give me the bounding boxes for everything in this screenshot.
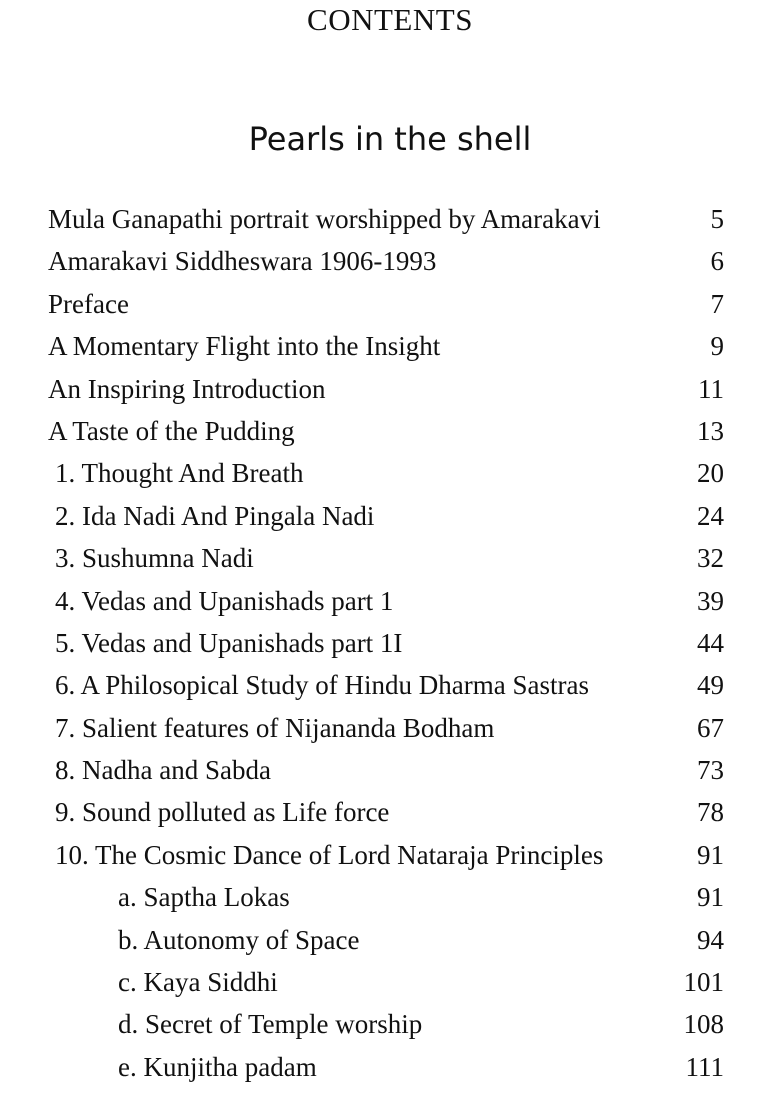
toc-chapter-entry — [0, 834, 780, 876]
toc-entry-title: 4. Vedas and Upanishads part 1 — [55, 585, 394, 616]
toc-entry-title: Preface — [48, 288, 129, 319]
toc-subsection-entry — [0, 919, 780, 961]
toc-entry-page: 20 — [697, 458, 724, 489]
toc-chapter-entry — [0, 791, 780, 833]
toc-entry-title: c. Kaya Siddhi — [118, 967, 278, 998]
toc-entry-page: 111 — [685, 1051, 724, 1082]
toc-entry-page: 7 — [710, 288, 724, 319]
toc-entry-page: 91 — [697, 839, 724, 870]
toc-entry-title: 2. Ida Nadi And Pingala Nadi — [55, 500, 375, 531]
toc-entry-page: 91 — [697, 882, 724, 913]
toc-entry — [0, 240, 780, 282]
toc-entry-page: 73 — [697, 755, 724, 786]
toc-entry-title: d. Secret of Temple worship — [118, 1009, 423, 1040]
toc-entry-title: a. Saptha Lokas — [118, 882, 290, 913]
toc-chapter-entry — [0, 622, 780, 664]
toc-entry-page: 13 — [697, 415, 724, 446]
toc-entry-page: 108 — [683, 1009, 724, 1040]
toc-entry-title: 9. Sound polluted as Life force — [55, 797, 390, 828]
toc-entry-title: 6. A Philosopical Study of Hindu Dharma Sastras — [55, 670, 589, 701]
toc-entry-page: 6 — [710, 246, 724, 277]
toc-entry-title: b. Autonomy of Space — [118, 924, 360, 955]
section-subtitle: Pearls in the shell — [248, 120, 532, 158]
toc-entry-page: 11 — [698, 373, 724, 404]
toc-chapter-entry — [0, 452, 780, 494]
toc-entry-page: 101 — [683, 967, 724, 998]
toc-entry-title: Amarakavi Siddheswara 1906-1993 — [48, 246, 437, 277]
toc-entry-title: 8. Nadha and Sabda — [55, 755, 271, 786]
toc-entry-title: 7. Salient features of Nijananda Bodham — [55, 712, 495, 743]
toc-chapter-entry — [0, 707, 780, 749]
toc-entry-title: e. Kunjitha padam — [118, 1051, 317, 1082]
toc-entry — [0, 198, 780, 240]
toc-entry-page: 39 — [697, 585, 724, 616]
toc-chapter-entry — [0, 749, 780, 791]
toc-entry-title: 1. Thought And Breath — [55, 458, 304, 489]
toc-subsection-entry — [0, 1046, 780, 1088]
toc-entry-title: 3. Sushumna Nadi — [55, 543, 254, 574]
toc-entry-page: 94 — [697, 924, 724, 955]
toc-entry-title: A Taste of the Pudding — [48, 415, 295, 446]
toc-entry — [0, 410, 780, 452]
toc-entry-page: 24 — [697, 500, 724, 531]
toc-subsection-entry — [0, 961, 780, 1003]
toc-entry-page: 5 — [710, 204, 724, 234]
toc-entry — [0, 325, 780, 367]
toc-entry-title: 10. The Cosmic Dance of Lord Nataraja Principles — [55, 839, 604, 870]
toc-subsection-entry — [0, 876, 780, 918]
toc-entry-page: 32 — [697, 543, 724, 574]
toc-chapter-entry — [0, 495, 780, 537]
table-of-contents — [0, 198, 780, 1088]
toc-entry — [0, 283, 780, 325]
toc-entry-title: 5. Vedas and Upanishads part 1I — [55, 627, 403, 658]
toc-entry-title: Mula Ganapathi portrait worshipped by Amarakavi — [48, 204, 601, 234]
toc-entry-title: A Momentary Flight into the Insight — [48, 331, 441, 362]
toc-entry — [0, 368, 780, 410]
toc-entry-title: An Inspiring Introduction — [48, 373, 326, 404]
toc-subsection-entry — [0, 1003, 780, 1045]
toc-chapter-entry — [0, 664, 780, 706]
toc-entry-page: 9 — [710, 331, 724, 362]
toc-chapter-entry — [0, 580, 780, 622]
toc-entry-page: 78 — [697, 797, 724, 828]
contents-heading: CONTENTS — [307, 2, 473, 37]
toc-chapter-entry — [0, 537, 780, 579]
toc-entry-page: 44 — [697, 627, 724, 658]
toc-entry-page: 49 — [697, 670, 724, 701]
toc-entry-page: 67 — [697, 712, 724, 743]
